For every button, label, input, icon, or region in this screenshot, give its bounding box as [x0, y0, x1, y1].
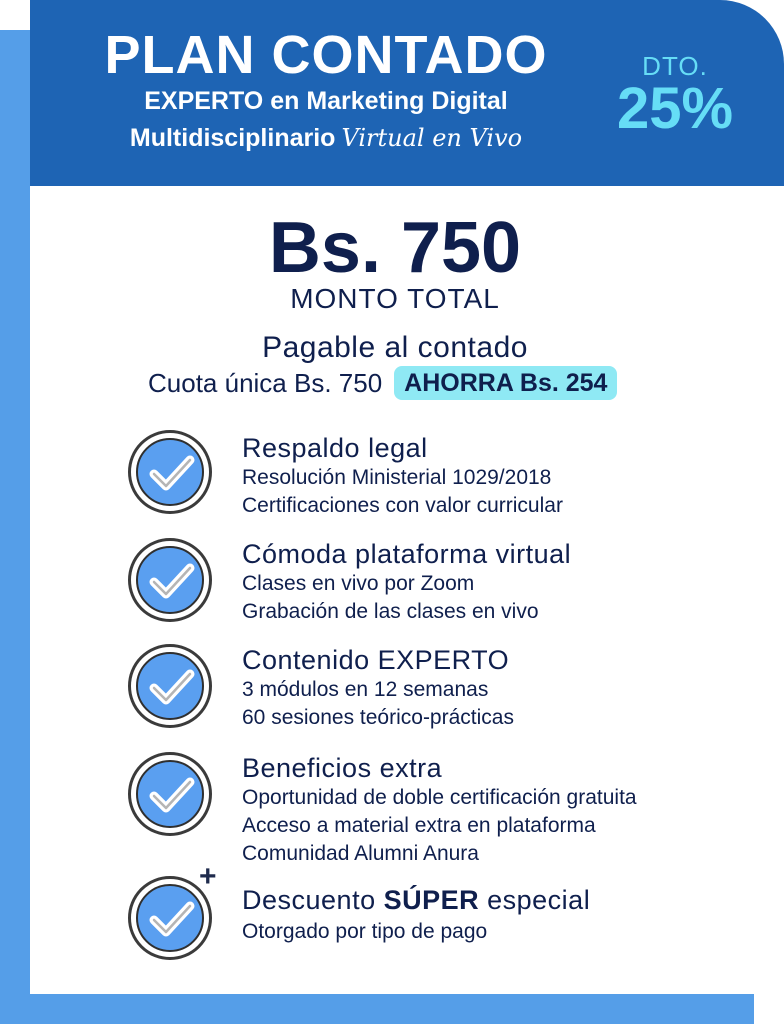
feature-title	[242, 884, 590, 916]
plan-subtitle-line2	[86, 122, 566, 154]
cuota-text: Cuota única Bs. 750	[148, 367, 383, 398]
checkmark-icon	[148, 560, 196, 604]
feature-title-post: especial	[479, 885, 591, 915]
frame-left-bar	[0, 30, 30, 1024]
feature-line: Oportunidad de doble certificación gratuita	[242, 786, 637, 809]
plan-subtitle-text: Multidisciplinario	[129, 124, 336, 152]
feature-line: Resolución Ministerial 1029/2018	[242, 466, 552, 489]
feature-title-bold: SÚPER	[383, 885, 480, 915]
feature-line: Certificaciones con valor curricular	[242, 494, 563, 517]
frame-bottom-bar	[0, 994, 754, 1024]
feature-title: Cómoda plataforma virtual	[242, 539, 572, 569]
check-circle-icon	[128, 644, 212, 728]
plan-title: PLAN CONTADO	[104, 25, 548, 85]
plan-subtitle-script: Virtual en Vivo	[341, 124, 523, 152]
price-amount: Bs. 750	[268, 208, 522, 288]
checkmark-icon	[148, 666, 196, 710]
discount-value: 25%	[616, 76, 734, 141]
check-circle-icon	[128, 752, 212, 836]
plan-subtitle-line1: EXPERTO en Marketing Digital	[144, 87, 508, 115]
discount-badge	[590, 51, 760, 141]
savings-badge: AHORRA Bs. 254	[394, 366, 617, 400]
payable-text: Pagable al contado	[262, 331, 528, 364]
checkmark-icon	[148, 898, 196, 942]
feature-line: Clases en vivo por Zoom	[242, 572, 475, 595]
checkmark-icon	[148, 452, 196, 496]
feature-line: 3 módulos en 12 semanas	[242, 678, 489, 701]
feature-title: Respaldo legal	[242, 433, 428, 463]
cuota-line	[148, 366, 617, 400]
plus-icon: +	[199, 860, 217, 893]
feature-title: Contenido EXPERTO	[242, 645, 510, 675]
plan-header	[30, 0, 784, 186]
feature-line: Otorgado por tipo de pago	[242, 920, 488, 943]
feature-title-pre: Descuento	[242, 885, 384, 915]
feature-line: Comunidad Alumni Anura	[242, 842, 479, 865]
price-label: MONTO TOTAL	[290, 283, 500, 314]
feature-line: 60 sesiones teórico-prácticas	[242, 706, 514, 729]
check-circle-icon	[128, 430, 212, 514]
feature-line: Grabación de las clases en vivo	[242, 600, 539, 623]
check-circle-icon	[128, 538, 212, 622]
discount-label: DTO.	[642, 51, 708, 81]
checkmark-icon	[148, 774, 196, 818]
feature-title: Beneficios extra	[242, 753, 443, 783]
feature-line: Acceso a material extra en plataforma	[242, 814, 596, 837]
